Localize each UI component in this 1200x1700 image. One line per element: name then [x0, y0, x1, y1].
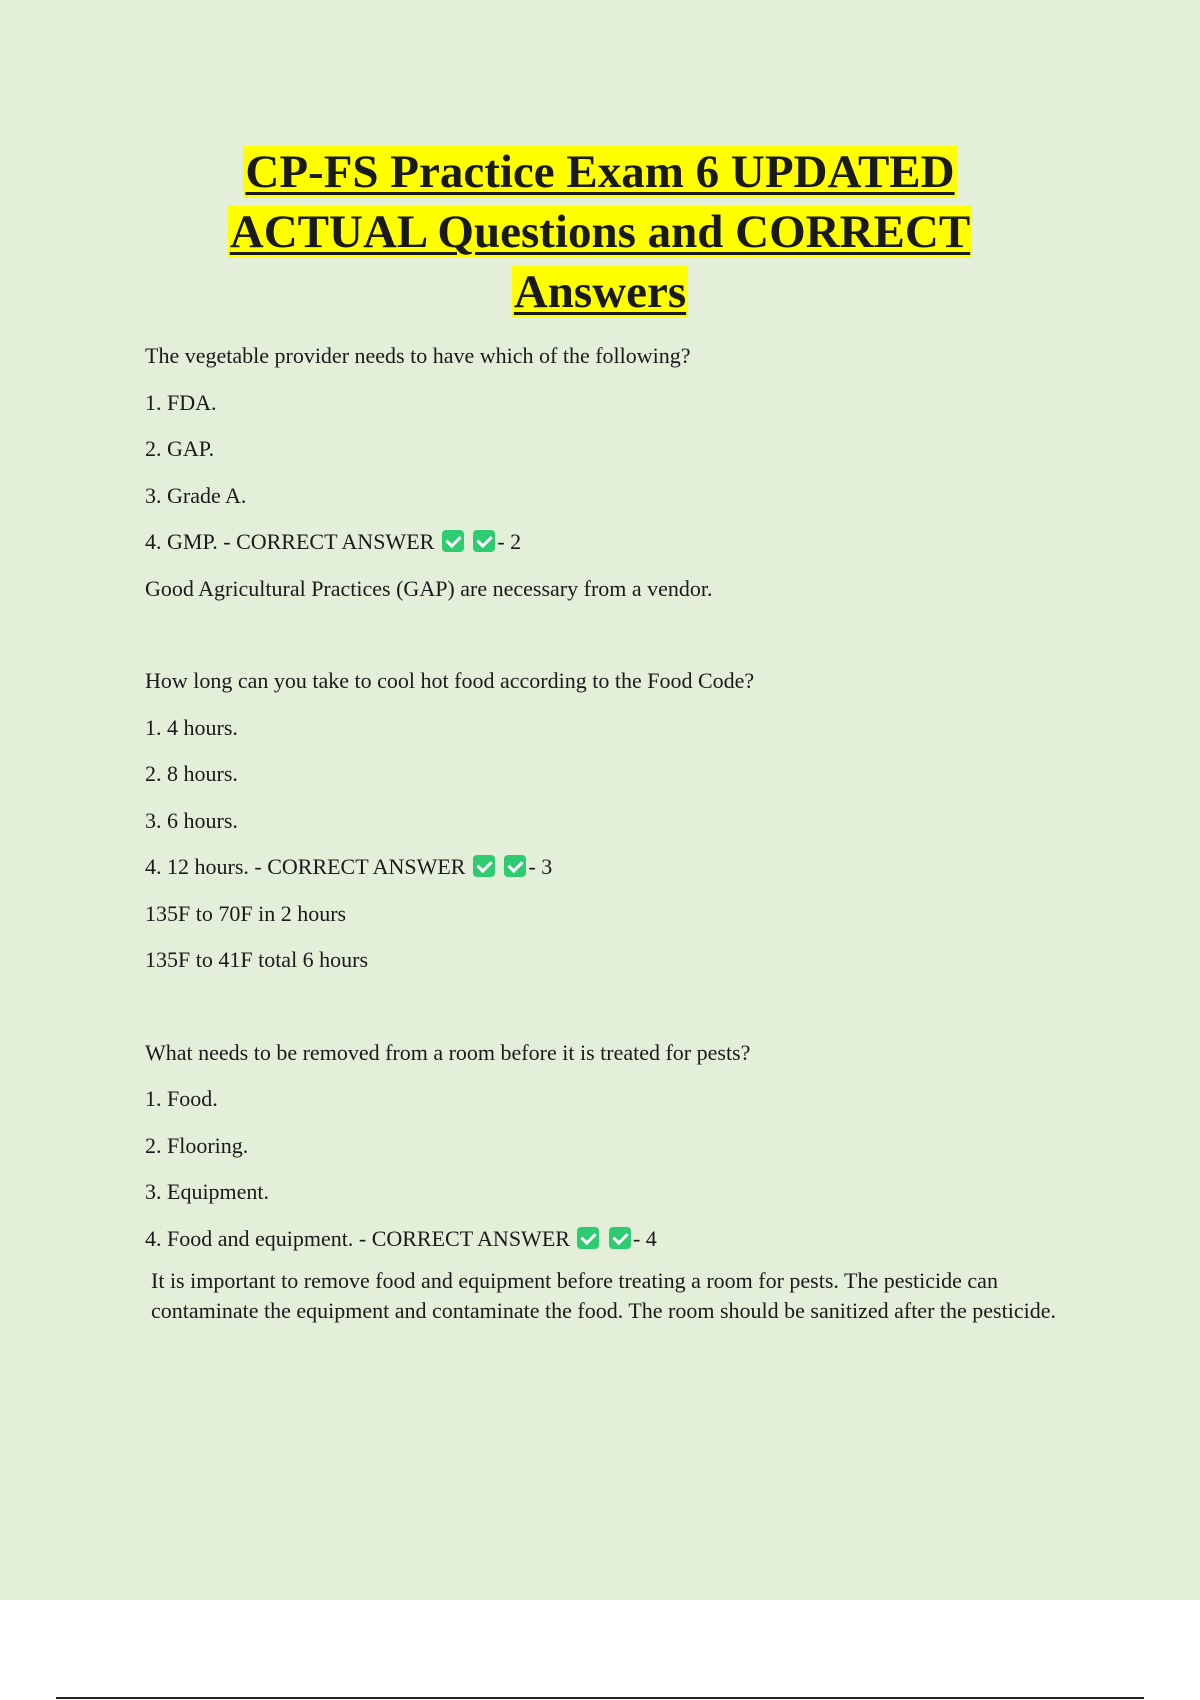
correct-answer-value: - 4 — [632, 1225, 657, 1251]
correct-answer-value: - 2 — [497, 529, 522, 554]
question-block — [145, 337, 1085, 616]
title-line: CP-FS Practice Exam 6 UPDATED — [245, 146, 955, 198]
correct-answer-value: - 3 — [528, 854, 553, 879]
answer-option: 2. Flooring. — [145, 1132, 249, 1158]
question-spacer — [145, 988, 1085, 1034]
answer-option: 3. Equipment. — [145, 1179, 270, 1204]
question-spacer — [145, 616, 1085, 662]
answer-option: 2. 8 hours. — [145, 761, 238, 786]
check-box-icon — [504, 855, 526, 877]
answer-option: 1. Food. — [145, 1086, 218, 1111]
explanation-text: 135F to 70F in 2 hours — [145, 900, 347, 926]
check-box-icon — [442, 530, 464, 552]
document-title — [100, 142, 1100, 322]
question-text: What needs to be removed from a room before it is treated for pests? — [145, 1039, 751, 1065]
title-line: ACTUAL Questions and CORRECT — [229, 206, 971, 258]
correct-answer-line — [145, 848, 1085, 895]
correct-answer-line — [145, 523, 1085, 570]
answer-option: 1. FDA. — [145, 389, 217, 415]
question-text: The vegetable provider needs to have which of the following? — [145, 343, 691, 368]
check-box-icon — [473, 855, 495, 877]
correct-answer-label: 4. 12 hours. - CORRECT ANSWER — [145, 854, 466, 879]
correct-answer-label: 4. Food and equipment. - CORRECT ANSWER — [145, 1225, 570, 1251]
question-list — [145, 337, 1085, 1326]
answer-option: 2. GAP. — [145, 436, 215, 461]
check-box-icon — [577, 1227, 599, 1249]
answer-option: 3. 6 hours. — [145, 807, 238, 833]
correct-answer-label: 4. GMP. - CORRECT ANSWER — [145, 529, 435, 554]
check-box-icon — [473, 530, 495, 552]
answer-option: 3. Grade A. — [145, 482, 247, 508]
title-line: Answers — [513, 266, 687, 318]
correct-answer-line — [145, 1220, 1085, 1267]
question-block — [145, 1034, 1085, 1327]
question-text: How long can you take to cool hot food according to the Food Code? — [145, 668, 755, 693]
answer-option: 1. 4 hours. — [145, 714, 238, 740]
explanation-text: 135F to 41F total 6 hours — [145, 947, 369, 972]
footer-divider — [56, 1697, 1144, 1699]
explanation-text: Good Agricultural Practices (GAP) are necessary from a vendor. — [145, 575, 713, 601]
explanation-text: It is important to remove food and equipment before treating a room for pests. The pesticide can contaminate the equipment and contaminate the food. The room should be sanitized after the pesticide. — [151, 1268, 1056, 1323]
question-block — [145, 662, 1085, 988]
check-box-icon — [609, 1227, 631, 1249]
